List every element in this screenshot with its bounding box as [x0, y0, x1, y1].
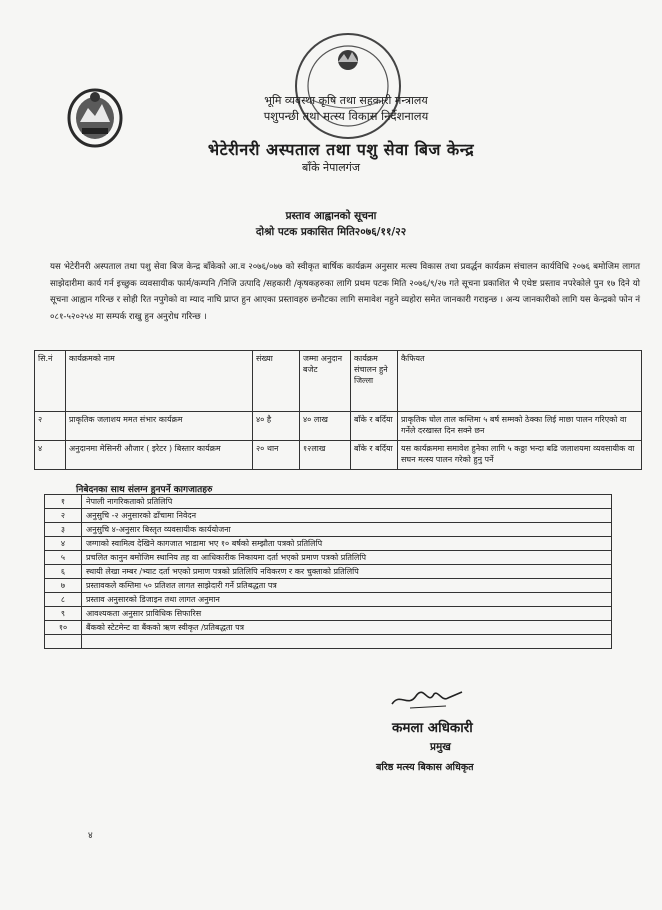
cell-sn: ४ [35, 441, 66, 470]
item-text: बैंकको स्टेटमेन्ट वा बैंकको ऋण स्वीकृत /प्रतिबद्धता पत्र [82, 621, 612, 635]
notice-subtitle: दोश्रो पटक प्रकासित मिति२०७६/११/२२ [255, 226, 407, 238]
notice-paragraph: यस भेटेरीनरी अस्पताल तथा पशु सेवा बिज केन्द्र बाँकेको आ.व २०७६/०७७ को स्वीकृत बार्षिक कार्यक्रम अनुसार मत्स्य विकास तथा प्रवर्द्धन कार्यक्रम संचालन कार्यविधि २०७६ बमोजिम लागत साझेदारीमा कार्य गर्न इच्छुक व्यवसायीक फार्म/कम्पनि /निजि उत्पादि /सहकारी /कृषकहरुका लागि प्रथम पटक मिति २०७६/९/२७ गते सूचना प्रकाशित भै एथेष्ट प्रस्ताव नपरेकोले पुन १७ दिने यो सूचना आह्वान गरिन्छ र सोही रित नपुगेको वा म्याद नाघि प्राप्त हुन आएका प्रस्तावहरु छनौटका लागि समावेश नहुने व्यहोरा समेत जानकारी गराइन्छ । अन्य जानकारीको लागि यस केन्द्रको फोन नं ०८१-५२०२५४ मा सम्पर्क राखु हुन अनुरोध गरिन्छ । [50, 262, 640, 322]
item-text: प्रस्तावकले कम्तिमा ५० प्रतिशत लागत साझेदारी गर्ने प्रतिबद्धता पत्र [82, 579, 612, 593]
item-text: प्रस्ताव अनुसारको डिजाइन तथा लागत अनुमान [82, 593, 612, 607]
ministry-name: भूमि व्यवस्था कृषि तथा सहकारी मन्त्रालय [264, 94, 428, 107]
item-number: १ [45, 495, 82, 509]
item-text: आवश्यकता अनुसार प्राविधिक सिफारिस [82, 607, 612, 621]
list-item [45, 593, 612, 607]
item-text: जग्गाको स्वामित्व देखिने कागजात भाडामा भए १० बर्षको सम्झौता पत्रको प्रतिलिपि [82, 537, 612, 551]
cell-district: बाँके र बर्दिया [351, 441, 398, 470]
office-name: भेटेरीनरी अस्पताल तथा पशु सेवा बिज केन्द्र [207, 140, 475, 159]
list-item [45, 537, 612, 551]
signatory-name: कमला अधिकारी [392, 720, 473, 736]
handwritten-signature-icon [388, 686, 466, 712]
signatory-title: बरिष्ठ मत्स्य बिकास अधिकृत [376, 762, 474, 773]
item-number: २ [45, 509, 82, 523]
header-budget: जम्मा अनुदान बजेट [300, 351, 351, 412]
item-number: ४ [45, 537, 82, 551]
list-item [45, 495, 612, 509]
header-program-name: कार्यक्रमको नाम [66, 351, 253, 412]
cell-district: बाँके र बर्दिया [351, 412, 398, 441]
item-number: ९ [45, 607, 82, 621]
header-quantity: संख्या [253, 351, 300, 412]
office-stamp-icon [292, 30, 404, 142]
list-item [45, 551, 612, 565]
item-text: स्थायी लेखा नम्बर /भ्याट दर्ता भएको प्रमाण पत्रको प्रतिलिपि नविकरण र कर चुक्ताको प्रतिलिपि [82, 565, 612, 579]
list-item [45, 523, 612, 537]
signatory-position: प्रमुख [430, 741, 451, 753]
item-number: ६ [45, 565, 82, 579]
table-row [35, 412, 642, 441]
item-text: अनुसुचि -२ अनुसारको ढाँचामा निवेदन [82, 509, 612, 523]
list-item [45, 565, 612, 579]
requirements-title: निबेदनका साथ संलग्न हुनपर्ने कागजातहरु [76, 485, 213, 495]
item-number: ७ [45, 579, 82, 593]
item-number: ३ [45, 523, 82, 537]
item-text: प्रचलित कानुन बमोजिम स्थानिय तह वा आधिकारीक निकायमा दर्ता भएको प्रमाण पत्रको प्रतिलिपि [82, 551, 612, 565]
cell-quantity: ४० है [253, 412, 300, 441]
list-item-empty [45, 635, 612, 649]
header-district: कार्यक्रम संचालन हुने जिल्ला [351, 351, 398, 412]
item-number: १० [45, 621, 82, 635]
notice-title: प्रस्ताव आह्वानको सूचना [285, 210, 377, 222]
cell-program-name: प्राकृतिक जलाशय ममत संभार कार्यक्रम [66, 412, 253, 441]
list-item [45, 509, 612, 523]
table-row [35, 441, 642, 470]
program-table-header [35, 351, 642, 412]
list-item [45, 621, 612, 635]
cell-program-name: अनुदानमा मेसिनरी औजार ( इरेटर ) बिस्तार कार्यक्रम [66, 441, 253, 470]
item-number: ५ [45, 551, 82, 565]
cell-sn: २ [35, 412, 66, 441]
requirements-table [44, 494, 612, 649]
cell-budget: १२लाख [300, 441, 351, 470]
cell-remarks: प्राकृतिक घोल ताल कम्तिमा ५ बर्ष सम्मको ठेक्का लिई माछा पालन गरिएको वा गर्नेले दरखास्त दिन सक्ने छन [398, 412, 642, 441]
page-number: ४ [88, 831, 93, 841]
item-text: अनुसुचि ४-अनुसार बिस्तृत व्यवसायीक कार्ययोजना [82, 523, 612, 537]
cell-remarks: यस कार्यक्रममा समावेश हुनेका लागि ५ कठ्ठा भन्दा बढि जलाशयमा व्यवसायीक वा सघन मत्स्य पालन गरेको हुनु पर्ने [398, 441, 642, 470]
list-item [45, 607, 612, 621]
office-location: बाँके नेपालगंज [301, 161, 361, 174]
list-item [45, 579, 612, 593]
header-remarks: कैफियत [398, 351, 642, 412]
cell-budget: ४० लाख [300, 412, 351, 441]
program-table [34, 350, 642, 470]
header-sn: सि.नं [35, 351, 66, 412]
cell-quantity: २० थान [253, 441, 300, 470]
item-number: ८ [45, 593, 82, 607]
item-text: नेपाली नागरिकताको प्रतिलिपि [82, 495, 612, 509]
department-name: पशुपन्छी तथा मत्स्य विकास निर्देशनालय [263, 109, 429, 123]
